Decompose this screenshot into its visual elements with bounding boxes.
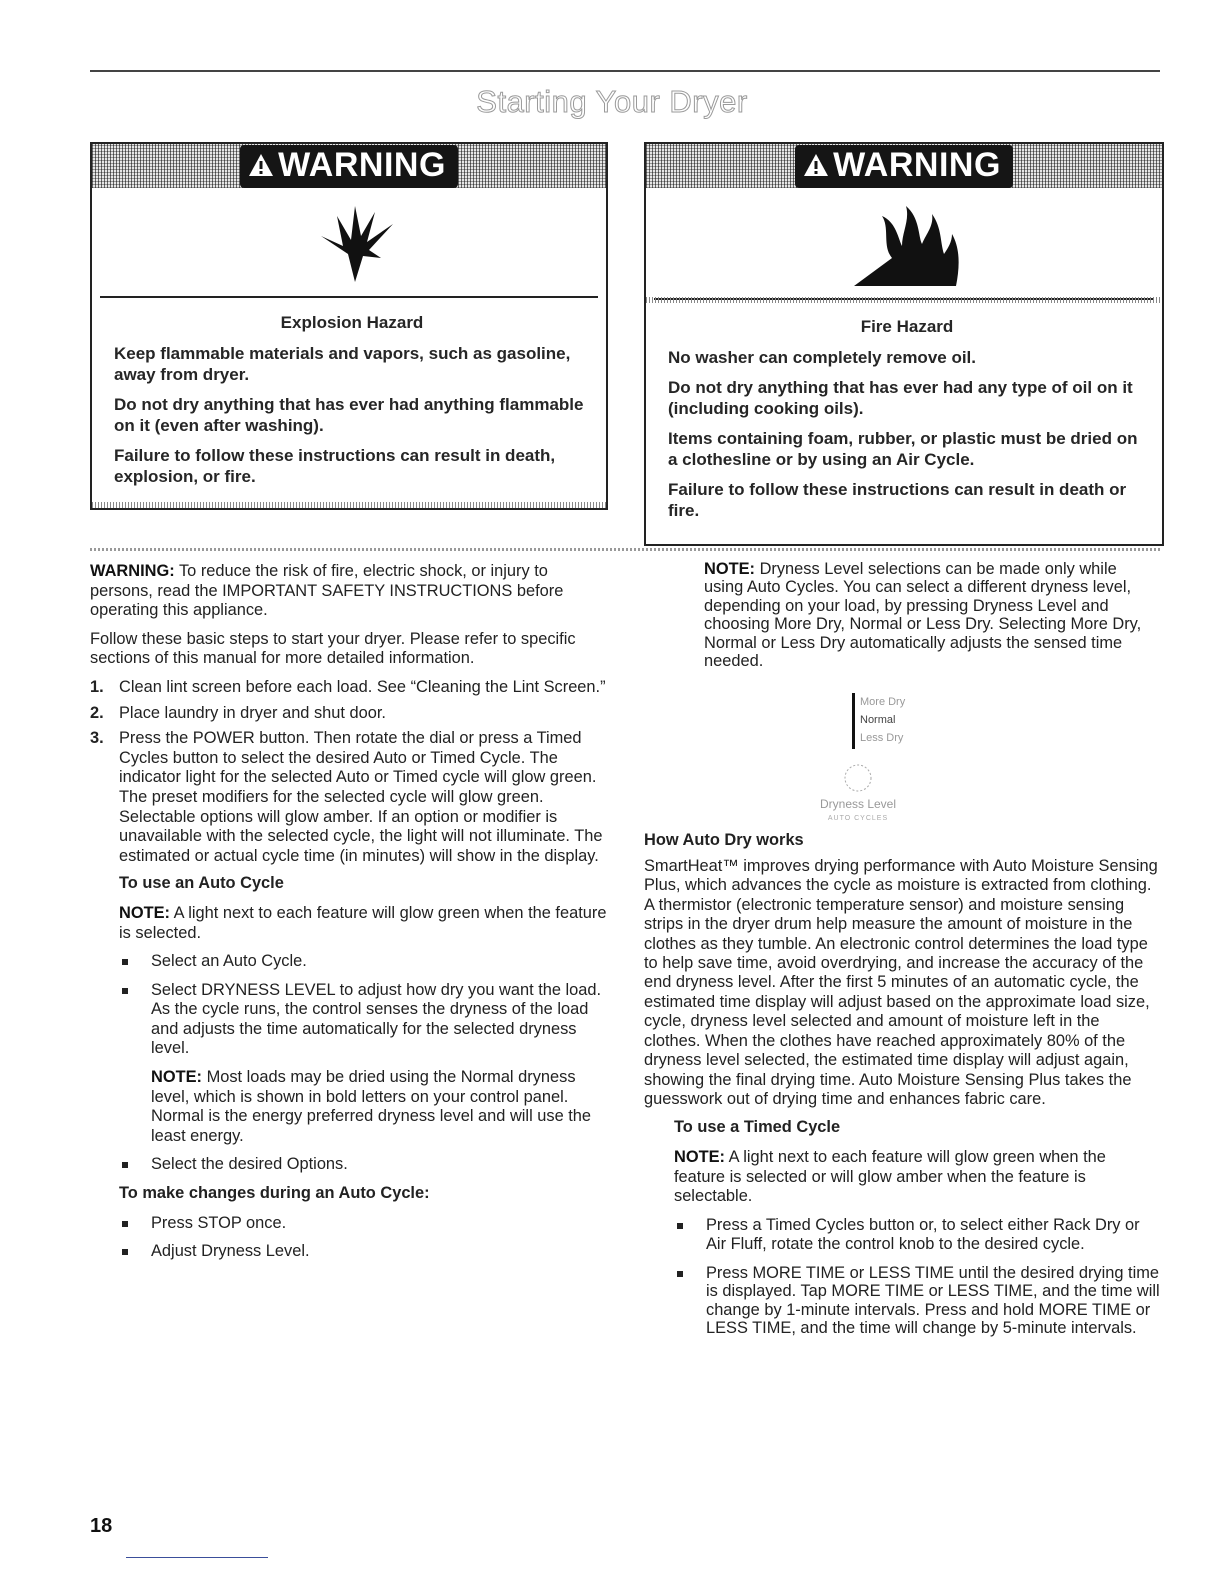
warning-line: Do not dry anything that has ever had any type of oil on it (including cooking oils).	[668, 378, 1133, 418]
bullet-square	[122, 988, 128, 994]
auto-cycle-note	[119, 904, 608, 943]
warning-header	[646, 144, 1162, 188]
dryness-option: More Dry	[860, 696, 906, 709]
bullet-text: Select DRYNESS LEVEL to adjust how dry you want the load. As the cycle runs, the control senses the dryness of the load and adjusts the time automatically for the selected dryness level.	[151, 980, 602, 1058]
timed-cycle-section	[644, 1118, 1160, 1337]
warning-badge	[240, 145, 458, 188]
warning-line: Failure to follow these instructions can result in death or fire.	[668, 480, 1127, 520]
step-item	[90, 704, 608, 724]
warning-line: Keep flammable materials and vapors, such as gasoline, away from dryer.	[114, 344, 571, 384]
hazard-title: Fire Hazard	[860, 317, 954, 336]
warning-text: To reduce the risk of fire, electric shock, or injury to persons, read the IMPORTANT SAFETY INSTRUCTIONS before operating this appliance.	[90, 562, 564, 620]
bullet-item	[119, 1155, 608, 1175]
step-number: 2.	[90, 703, 104, 722]
timed-cycle-heading: To use a Timed Cycle	[674, 1118, 841, 1137]
step-item	[90, 729, 608, 866]
step-item	[90, 678, 608, 698]
intro-text: Follow these basic steps to start your dryer. Please refer to specific sections of this manual for more detailed information.	[90, 629, 576, 668]
bullet-text: Select the desired Options.	[151, 1155, 348, 1174]
bullet-square	[122, 1249, 128, 1255]
warning-line: No washer can completely remove oil.	[668, 348, 977, 367]
top-rule	[90, 70, 1160, 72]
warning-header	[92, 144, 606, 188]
auto-cycle-heading: To use an Auto Cycle	[119, 874, 284, 893]
bullet-square	[122, 959, 128, 965]
warning-line: Items containing foam, rubber, or plastic must be dried on a clothesline or by using an Air Cycle.	[668, 429, 1138, 469]
left-column	[90, 562, 608, 1271]
step-text: Press the POWER button. Then rotate the dial or press a Timed Cycles button to select the desired Auto or Timed Cycle. The indicator light for the selected Auto or Timed cycle will glow green. The preset modifiers for the selected cycle will glow green. Selectable options will glow amber. If an option or modifier is unavailable with the selected cycle, the light will not illuminate. The estimated or actual cycle time (in minutes) will show in the display.	[119, 729, 603, 865]
bullet-item	[119, 1214, 608, 1234]
warning-label: WARNING:	[90, 562, 175, 580]
note-label: NOTE:	[674, 1147, 725, 1166]
right-column	[644, 560, 1160, 1347]
hazard-title: Explosion Hazard	[280, 313, 424, 332]
safety-warning	[90, 562, 608, 621]
page-title: Starting Your Dryer	[476, 84, 748, 119]
auto-dry-text: SmartHeat™ improves drying performance with Auto Moisture Sensing Plus, which advances the cycle as moisture is extracted from clothing. A thermistor (electronic temperature sensor) and moisture sensing strips in the dryer drum help measure the amount of moisture in the clothes as they tumble. An electronic control determines the load type to help save time, avoid overdrying, and increase the accuracy of the end dryness level. After the first 5 minutes of an automatic cycle, the estimated time display will adjust based on the approximate load size, cycle, dryness level selected and amount of moisture left in the clothes. When the clothes have reached approximately 80% of the dryness level selected, the estimated time display will adjust again, showing the final drying time. Auto Moisture Sensing Plus takes the guesswork out of drying time and enhances fabric care.	[644, 857, 1158, 1108]
step-number: 3.	[90, 729, 104, 748]
hatch-band	[646, 297, 1162, 303]
page-number: 18	[90, 1515, 113, 1537]
fire-hazard-icon	[852, 202, 962, 288]
fire-warning-box	[644, 142, 1164, 546]
dryness-level-sublabel: AUTO CYCLES	[827, 815, 889, 823]
bullet-item	[119, 981, 608, 1059]
bullet-text: Press STOP once.	[151, 1213, 287, 1232]
explosion-warning-box	[90, 142, 608, 510]
warning-line: Do not dry anything that has ever had anything flammable on it (even after washing).	[114, 395, 584, 435]
warning-badge	[795, 145, 1013, 188]
explosion-symbol-area	[100, 188, 598, 298]
note-text: Most loads may be dried using the Normal dryness level, which is shown in bold letters on your control panel. Normal is the energy preferred dryness level and will use the least energy.	[151, 1068, 592, 1145]
note-text: A light next to each feature will glow green when the feature is selected.	[119, 903, 607, 942]
dryness-level-diagram	[810, 679, 990, 829]
dryness-note	[644, 560, 1160, 670]
bullet-text: Press a Timed Cycles button or, to select either Rack Dry or Air Fluff, rotate the control knob to the desired cycle.	[706, 1215, 1140, 1254]
nested-note	[119, 1068, 608, 1146]
bullet-item	[674, 1216, 1160, 1255]
warning-line: Failure to follow these instructions can result in death, explosion, or fire.	[114, 446, 556, 486]
bullet-text: Press MORE TIME or LESS TIME until the desired drying time is displayed. Tap MORE TIME or LESS TIME, and the time will change by 1-minute intervals. Press and hold MORE TIME or LESS TIME, and the time will change by 5-minute intervals.	[706, 1263, 1160, 1338]
bullet-text: Select an Auto Cycle.	[151, 952, 307, 971]
auto-cycle-section	[90, 874, 608, 1262]
fire-warning-text	[668, 316, 1146, 530]
timed-cycle-note	[674, 1148, 1160, 1207]
dryness-knob-icon	[826, 763, 890, 793]
bullet-square	[122, 1162, 128, 1168]
bottom-rule	[126, 1557, 268, 1558]
warning-header-text: WARNING	[278, 145, 446, 184]
bullet-text: Adjust Dryness Level.	[151, 1242, 310, 1261]
note-label: NOTE:	[704, 560, 755, 578]
explosion-hazard-icon	[315, 206, 395, 284]
bullet-square	[677, 1271, 683, 1277]
bullet-item	[674, 1264, 1160, 1338]
explosion-warning-text	[114, 312, 590, 496]
note-text: Dryness Level selections can be made only while using Auto Cycles. You can select a different dryness level, depending on your load, by pressing Dryness Level and choosing More Dry, Normal or Less Dry. Selecting More Dry, Normal or Less Dry automatically adjusts the sensed time needed.	[704, 560, 1142, 671]
dryness-level-label: Dryness Level	[819, 797, 897, 812]
note-text: A light next to each feature will glow green when the feature is selected or will glow amber when the feature is selectable.	[674, 1147, 1106, 1206]
step-text: Clean lint screen before each load. See “Cleaning the Lint Screen.”	[119, 677, 606, 696]
dryness-option: Less Dry	[860, 732, 904, 745]
warning-triangle-icon	[248, 152, 274, 178]
note-label: NOTE:	[119, 903, 170, 922]
bullet-square	[677, 1223, 683, 1229]
section-divider	[90, 548, 1162, 551]
bullet-item	[119, 952, 608, 972]
step-text: Place laundry in dryer and shut door.	[119, 703, 386, 722]
warning-triangle-icon	[803, 152, 829, 178]
warning-header-text: WARNING	[833, 145, 1001, 184]
hatch-band	[92, 502, 606, 508]
dryness-indicator-bar	[852, 693, 855, 749]
bullet-square	[122, 1221, 128, 1227]
auto-dry-heading: How Auto Dry works	[644, 831, 804, 850]
step-number: 1.	[90, 677, 104, 696]
note-label: NOTE:	[151, 1068, 202, 1087]
changes-heading: To make changes during an Auto Cycle:	[119, 1184, 430, 1203]
fire-symbol-area	[654, 188, 1154, 300]
bullet-item	[119, 1242, 608, 1262]
dryness-option: Normal	[860, 714, 896, 727]
